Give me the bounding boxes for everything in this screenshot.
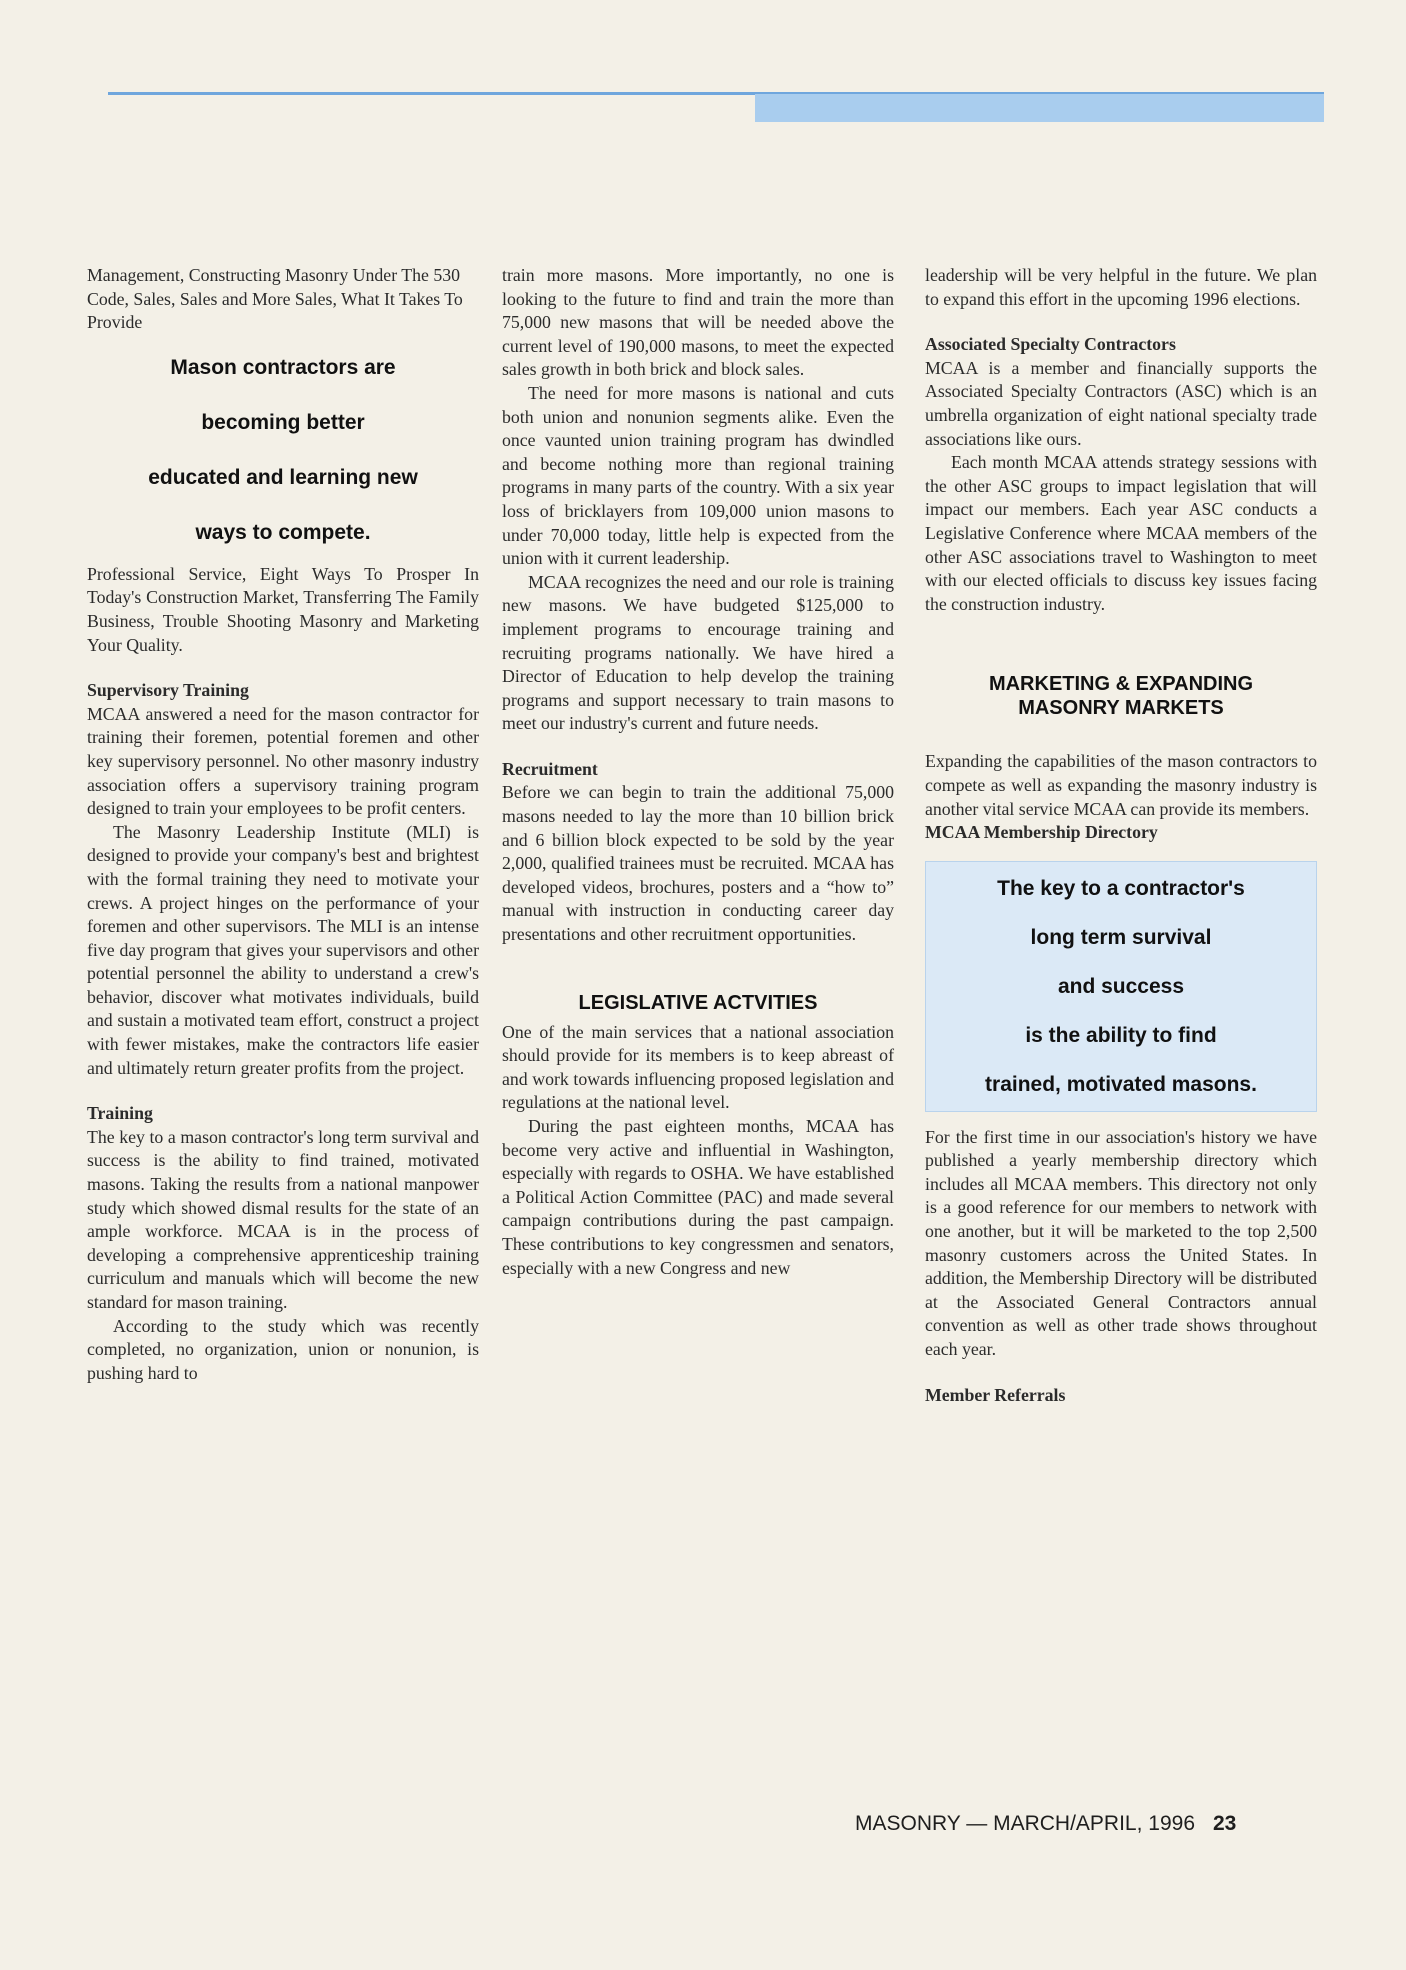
paragraph: According to the study which was recently completed, no organization, union or nonunion, is pushing hard to — [87, 1315, 479, 1383]
page-number: 23 — [1213, 1812, 1237, 1835]
pull-quote-line: long term survival — [1030, 925, 1212, 949]
section-heading-line: MASONRY MARKETS — [1018, 697, 1224, 720]
paragraph: The Masonry Leadership Institute (MLI) is designed to provide your company's best and brightest with the formal training they need to motivate your crews. A project hinges on the performance of your foremen and other supervisors. The MLI is an intense five day program that gives your supervisors and other potential personnel the ability to understand a crew's behavior, discover what motivates individuals, build and sustain a motivated team effort, construct a project with fewer mistakes, make the contractors life easier and ultimately return greater profits from the project. — [87, 821, 479, 1078]
paragraph: One of the main services that a national association should provide for its members is to keep abreast of and work towards influencing proposed legislation and regulations at the national level. — [502, 1021, 894, 1113]
subheading-training: Training — [87, 1103, 153, 1124]
pull-quote-line: The key to a contractor's — [997, 876, 1245, 900]
header-color-bar — [755, 94, 1324, 122]
paragraph: leadership will be very helpful in the future. We plan to expand this effort in the upcoming 1996 elections. — [925, 265, 1317, 309]
pull-quote — [87, 343, 479, 557]
paragraph: During the past eighteen months, MCAA has become very active and influential in Washington, especially with regards to OSHA. We have established a Political Action Committee (PAC) and made several campaign contributions during the past campaign. These contributions to key congressmen and senators, especially with a new Congress and new — [502, 1116, 894, 1278]
column-1 — [87, 264, 479, 1385]
pull-quote-box — [925, 861, 1317, 1112]
paragraph: MCAA answered a need for the mason contractor for training their foremen, potential foremen and other key supervisory personnel. No other masonry industry association offers a supervisory training program designed to train your employees to be profit centers. — [87, 703, 479, 819]
section-heading-legislative: LEGISLATIVE ACTVITIES — [578, 991, 818, 1014]
column-2 — [502, 264, 894, 1280]
pull-quote-line: ways to compete. — [195, 520, 371, 544]
subheading-recruitment: Recruitment — [502, 758, 598, 779]
subheading-membership-directory: MCAA Membership Directory — [925, 822, 1158, 843]
paragraph: MCAA is a member and financially supports the Associated Specialty Contractors (ASC) which is an umbrella organization of eight national specialty trade associations like ours. — [925, 357, 1317, 449]
paragraph: Professional Service, Eight Ways To Prosper In Today's Construction Market, Transferring The Family Business, Trouble Shooting Masonry and Marketing Your Quality. — [87, 563, 479, 655]
paragraph: MCAA recognizes the need and our role is training new masons. We have budgeted $125,000 to implement programs to encourage training and recruiting programs nationally. We have hired a Director of Education to help develop the training programs and support necessary to train masons to meet our industry's current and future needs. — [502, 571, 894, 734]
footer-publication: MASONRY — MARCH/APRIL, 1996 — [855, 1812, 1195, 1835]
subheading-supervisory-training: Supervisory Training — [87, 680, 249, 701]
paragraph: Before we can begin to train the additional 75,000 masons needed to lay the more than 10 billion brick and 6 billion block expected to be sold by the year 2,000, qualified trainees must be recruited. MCAA has developed videos, brochures, posters and a “how to” manual with instruction in conducting career day presentations and other recruitment opportunities. — [502, 782, 894, 945]
paragraph: train more masons. More importantly, no one is looking to the future to find and train the more than 75,000 new masons that will be needed above the current level of 190,000 masons, to meet the expected sales growth in both brick and block sales. — [502, 265, 894, 380]
pull-quote-line: Mason contractors are — [170, 355, 396, 379]
paragraph: Expanding the capabilities of the mason contractors to compete as well as expanding the masonry industry is another vital service MCAA can provide its members. — [925, 751, 1317, 819]
pull-quote-line: and success — [1057, 974, 1185, 998]
page-footer — [855, 1812, 1315, 1836]
pull-quote-line: educated and learning new — [148, 465, 418, 489]
pull-quote-line: is the ability to find — [1025, 1023, 1217, 1047]
column-3 — [925, 264, 1317, 1407]
pull-quote-line: trained, motivated masons. — [985, 1072, 1257, 1096]
paragraph: The key to a mason contractor's long term survival and success is the ability to find trained, motivated masons. Taking the results from a national manpower study which showed dismal results for the state of an ample workforce. MCAA is in the process of developing a comprehensive apprenticeship training curriculum and manuals which will become the new standard for mason training. — [87, 1126, 479, 1312]
section-heading-marketing — [925, 672, 1317, 720]
subheading-asc: Associated Specialty Contractors — [925, 334, 1176, 355]
paragraph: For the first time in our association's history we have published a yearly membership directory which includes all MCAA members. This directory not only is a good reference for our members to network with one another, but it will be marketed to the top 2,500 masonry customers across the United States. In addition, the Membership Directory will be distributed at the Associated General Contractors annual convention as well as other trade shows throughout each year. — [925, 1126, 1317, 1360]
paragraph: Management, Constructing Masonry Under The 530 Code, Sales, Sales and More Sales, What It Takes To Provide — [87, 265, 463, 333]
paragraph: Each month MCAA attends strategy sessions with the other ASC groups to impact legislation that will impact our members. Each year ASC conducts a Legislative Conference where MCAA members of the other ASC associations travel to Washington to meet with our elected officials to discuss key issues facing the construction industry. — [925, 452, 1317, 614]
subheading-member-referrals: Member Referrals — [925, 1384, 1066, 1405]
pull-quote-line: becoming better — [201, 410, 365, 434]
paragraph: The need for more masons is national and cuts both union and nonunion segments alike. Even the once vaunted union training program has dwindled and become nothing more than regional training programs in many parts of the country. With a six year loss of bricklayers from 109,000 union masons to under 70,000 today, little help is expected from the union with it current leadership. — [502, 382, 894, 569]
section-heading-line: MARKETING & EXPANDING — [988, 673, 1254, 696]
